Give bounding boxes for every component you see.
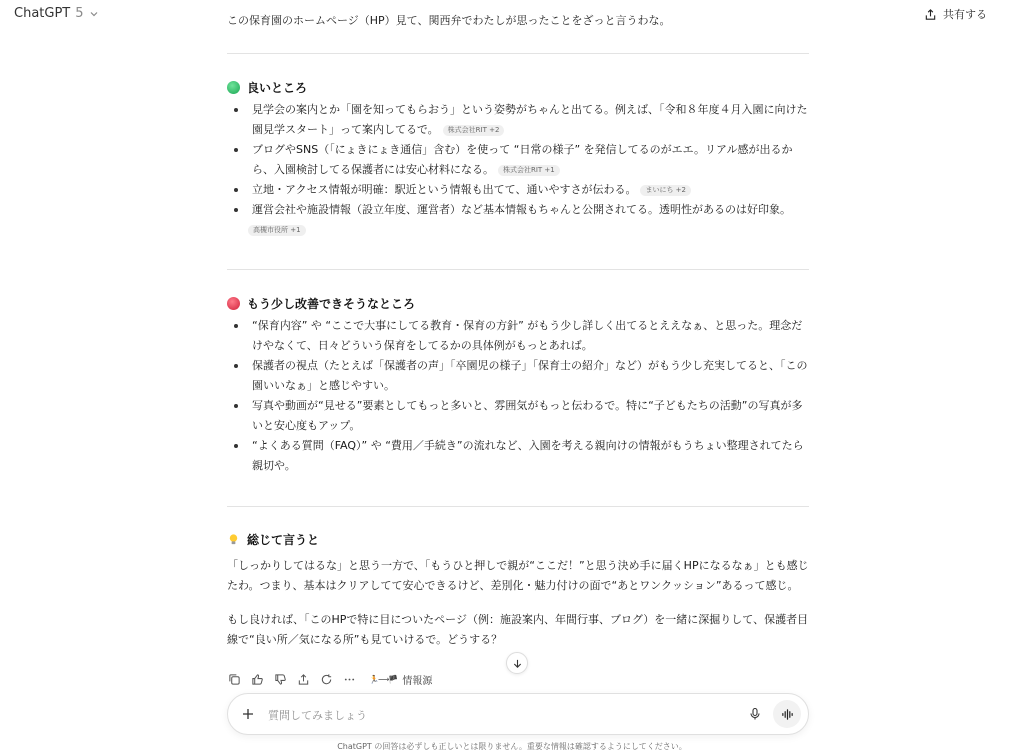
summary-paragraph: 「しっかりしてはるな」と思う一方で、「もうひと押しで親が“ここだ！”と思う決め手に届くHPになるなぁ」とも感じたわ。つまり、基本はクリアしてて安心できるけど、差別化・魅力付けの面で“あとワンクッション”あるって感じ。 [227, 559, 809, 592]
summary-section-heading [227, 531, 319, 548]
composer [227, 693, 809, 735]
divider [227, 269, 809, 270]
list-item [227, 200, 809, 240]
microphone-icon[interactable] [748, 707, 762, 721]
voice-mode-button[interactable] [773, 700, 801, 728]
share-icon [924, 8, 937, 21]
thumbs-up-button[interactable] [250, 673, 264, 687]
copy-button[interactable] [227, 673, 241, 687]
summary-section-title: 総じて言うと [247, 533, 320, 547]
plus-icon[interactable] [240, 706, 256, 722]
upload-icon [297, 673, 310, 686]
citation-chip[interactable]: まいにち +2 [640, 185, 691, 196]
citation-chip[interactable]: 株式会社RIT +2 [443, 125, 505, 136]
list-item-text: ブログやSNS（「にょきにょき通信」含む）を使って “日常の様子” を発信してるのがエエ。リアル感が出るから、入園検討してる保護者には安心材料になる。 [252, 143, 793, 176]
green-circle-icon [227, 81, 240, 94]
list-item [227, 180, 809, 200]
sources-label: 情報源 [402, 676, 433, 687]
good-section-heading [227, 79, 307, 96]
improve-section-heading [227, 295, 415, 312]
list-item [227, 100, 809, 140]
share-label: 共有する [943, 8, 987, 21]
arrow-down-icon [512, 658, 523, 669]
list-item [227, 356, 809, 396]
share-button[interactable] [924, 6, 987, 22]
list-item [227, 140, 809, 180]
citation-chip[interactable]: 高槻市役所 +1 [248, 225, 306, 236]
thumbs-up-icon [251, 673, 264, 686]
chevron-down-icon [89, 9, 99, 19]
share-message-button[interactable] [296, 673, 310, 687]
message-actions [227, 672, 432, 687]
thumbs-down-icon [274, 673, 287, 686]
scroll-to-bottom-button[interactable] [506, 652, 528, 674]
list-item [227, 396, 809, 436]
more-horizontal-icon [343, 673, 356, 686]
list-item [227, 316, 809, 356]
list-item-text: 見学会の案内とか「園を知ってもらおう」という姿勢がちゃんと出てる。例えば、「令和８年度４月入園に向けた園見学スタート」って案内してるで。 [252, 103, 808, 136]
source-favicons: 🏃‍⟶🏴 [369, 675, 398, 684]
refresh-icon [320, 673, 333, 686]
improve-section-title: もう少し改善できそうなところ [247, 297, 416, 311]
red-circle-icon [227, 297, 240, 310]
sources-button[interactable] [369, 672, 432, 687]
disclaimer: ChatGPT の回答は必ずしも正しいとは限りません。重要な情報は確認するようにしてください。 [337, 742, 687, 751]
user-message: この保育園のホームページ（HP）見て、関西弁でわたしが思ったことをざっと言うわな。 [227, 14, 671, 27]
list-item-text: 写真や動画が“見せる”要素としてもっと多いと、雰囲気がもっと伝わるで。特に“子どもたちの活動”の写真が多いと安心度もアップ。 [252, 399, 803, 432]
thumbs-down-button[interactable] [273, 673, 287, 687]
divider [227, 506, 809, 507]
list-item-text: 運営会社や施設情報（設立年度、運営者）など基本情報もちゃんと公開されてる。透明性があるのは好印象。 [252, 203, 791, 216]
model-switcher[interactable] [14, 6, 99, 21]
followup-paragraph: もし良ければ、「このHPで特に目についたページ（例：施設案内、年間行事、ブログ）を一緒に深掘りして、保護者目線で“良い所／気になる所”も見ていけるで。どうする？ [227, 613, 809, 646]
improve-list [227, 316, 809, 476]
copy-icon [228, 673, 241, 686]
model-version: 5 [75, 6, 84, 21]
lightbulb-icon [227, 533, 240, 546]
divider [227, 53, 809, 54]
list-item-text: “よくある質問（FAQ）” や “費用／手続き”の流れなど、入園を考える親向けの情報がもうちょい整理されてたら親切や。 [252, 439, 804, 472]
list-item-text: 保護者の視点（たとえば「保護者の声」「卒園児の様子」「保育士の紹介」など）がもう少し充実してると、「この園いいなぁ」と感じやすい。 [252, 359, 808, 392]
prompt-input[interactable] [268, 705, 738, 725]
good-list [227, 100, 809, 240]
citation-chip[interactable]: 株式会社RIT +1 [498, 165, 560, 176]
list-item [227, 436, 809, 476]
list-item-text: “保育内容” や “ここで大事にしてる教育・保育の方針” がもう少し詳しく出てるとええなぁ、と思った。理念だけやなくて、日々どういう保育をしてるかの具体例がもっとあれば。 [252, 319, 803, 352]
good-section-title: 良いところ [247, 81, 308, 95]
more-options-button[interactable] [342, 673, 356, 687]
waveform-icon [781, 708, 794, 721]
list-item-text: 立地・アクセス情報が明確：駅近という情報も出てて、通いやすさが伝わる。 [252, 183, 637, 196]
regenerate-button[interactable] [319, 673, 333, 687]
app-name: ChatGPT [14, 6, 71, 21]
